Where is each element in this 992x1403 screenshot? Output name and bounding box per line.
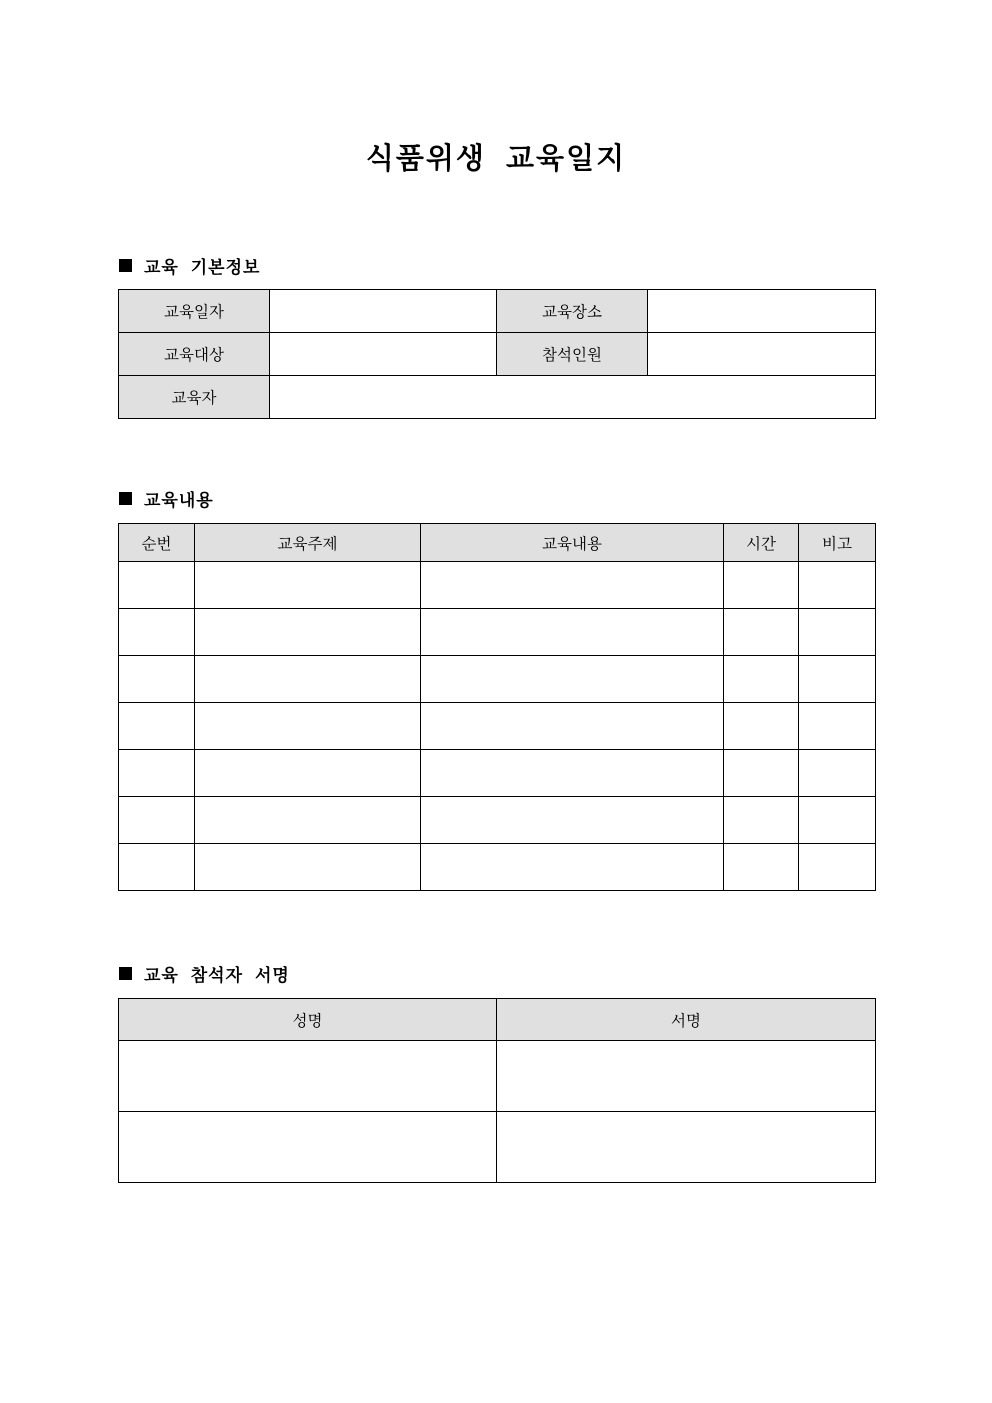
- date-label: 교육일자: [119, 290, 270, 333]
- table-row: [119, 333, 876, 376]
- target-label: 교육대상: [119, 333, 270, 376]
- topic-cell[interactable]: [195, 562, 421, 609]
- number-cell[interactable]: [119, 750, 195, 797]
- content-cell[interactable]: [421, 844, 724, 891]
- attendees-label: 참석인원: [497, 333, 648, 376]
- table-row: [119, 290, 876, 333]
- signature-table: [118, 998, 876, 1183]
- table-header-row: [119, 999, 876, 1041]
- place-field[interactable]: [648, 290, 876, 333]
- name-cell[interactable]: [119, 1112, 497, 1183]
- table-row: [119, 1041, 876, 1112]
- column-header-name: 성명: [119, 999, 497, 1041]
- section-heading-content: [119, 486, 214, 510]
- number-cell[interactable]: [119, 656, 195, 703]
- content-table: [118, 523, 876, 891]
- number-cell[interactable]: [119, 609, 195, 656]
- remarks-cell[interactable]: [799, 656, 876, 703]
- time-cell[interactable]: [724, 797, 799, 844]
- remarks-cell[interactable]: [799, 844, 876, 891]
- time-cell[interactable]: [724, 656, 799, 703]
- document-title: 식품위생 교육일지: [365, 141, 627, 175]
- remarks-cell[interactable]: [799, 562, 876, 609]
- remarks-cell[interactable]: [799, 797, 876, 844]
- column-header-content: 교육내용: [421, 524, 724, 562]
- content-cell[interactable]: [421, 750, 724, 797]
- table-row: [119, 656, 876, 703]
- table-row: [119, 844, 876, 891]
- instructor-label: 교육자: [119, 376, 270, 419]
- content-cell[interactable]: [421, 797, 724, 844]
- remarks-cell[interactable]: [799, 750, 876, 797]
- target-field[interactable]: [270, 333, 497, 376]
- section-heading-label: 교육내용: [144, 490, 214, 511]
- topic-cell[interactable]: [195, 703, 421, 750]
- column-header-remarks: 비고: [799, 524, 876, 562]
- column-header-time: 시간: [724, 524, 799, 562]
- column-header-number: 순번: [119, 524, 195, 562]
- section-heading-label: 교육 참석자 서명: [144, 965, 290, 986]
- section-heading-basic-info: [119, 253, 260, 277]
- table-header-row: [119, 524, 876, 562]
- date-field[interactable]: [270, 290, 497, 333]
- place-label: 교육장소: [497, 290, 648, 333]
- topic-cell[interactable]: [195, 750, 421, 797]
- number-cell[interactable]: [119, 844, 195, 891]
- table-row: [119, 609, 876, 656]
- square-bullet-icon: [119, 259, 132, 272]
- table-row: [119, 376, 876, 419]
- topic-cell[interactable]: [195, 609, 421, 656]
- column-header-signature: 서명: [497, 999, 876, 1041]
- number-cell[interactable]: [119, 797, 195, 844]
- square-bullet-icon: [119, 967, 132, 980]
- instructor-field[interactable]: [270, 376, 876, 419]
- remarks-cell[interactable]: [799, 609, 876, 656]
- signature-cell[interactable]: [497, 1041, 876, 1112]
- topic-cell[interactable]: [195, 844, 421, 891]
- table-row: [119, 562, 876, 609]
- topic-cell[interactable]: [195, 656, 421, 703]
- table-row: [119, 703, 876, 750]
- basic-info-table: [118, 289, 876, 419]
- square-bullet-icon: [119, 492, 132, 505]
- attendees-field[interactable]: [648, 333, 876, 376]
- content-cell[interactable]: [421, 656, 724, 703]
- column-header-topic: 교육주제: [195, 524, 421, 562]
- table-row: [119, 750, 876, 797]
- content-cell[interactable]: [421, 609, 724, 656]
- table-row: [119, 797, 876, 844]
- section-heading-signatures: [119, 961, 290, 985]
- time-cell[interactable]: [724, 609, 799, 656]
- table-row: [119, 1112, 876, 1183]
- content-cell[interactable]: [421, 562, 724, 609]
- section-heading-label: 교육 기본정보: [144, 257, 261, 278]
- content-cell[interactable]: [421, 703, 724, 750]
- time-cell[interactable]: [724, 703, 799, 750]
- signature-cell[interactable]: [497, 1112, 876, 1183]
- remarks-cell[interactable]: [799, 703, 876, 750]
- time-cell[interactable]: [724, 562, 799, 609]
- time-cell[interactable]: [724, 844, 799, 891]
- number-cell[interactable]: [119, 703, 195, 750]
- time-cell[interactable]: [724, 750, 799, 797]
- name-cell[interactable]: [119, 1041, 497, 1112]
- number-cell[interactable]: [119, 562, 195, 609]
- topic-cell[interactable]: [195, 797, 421, 844]
